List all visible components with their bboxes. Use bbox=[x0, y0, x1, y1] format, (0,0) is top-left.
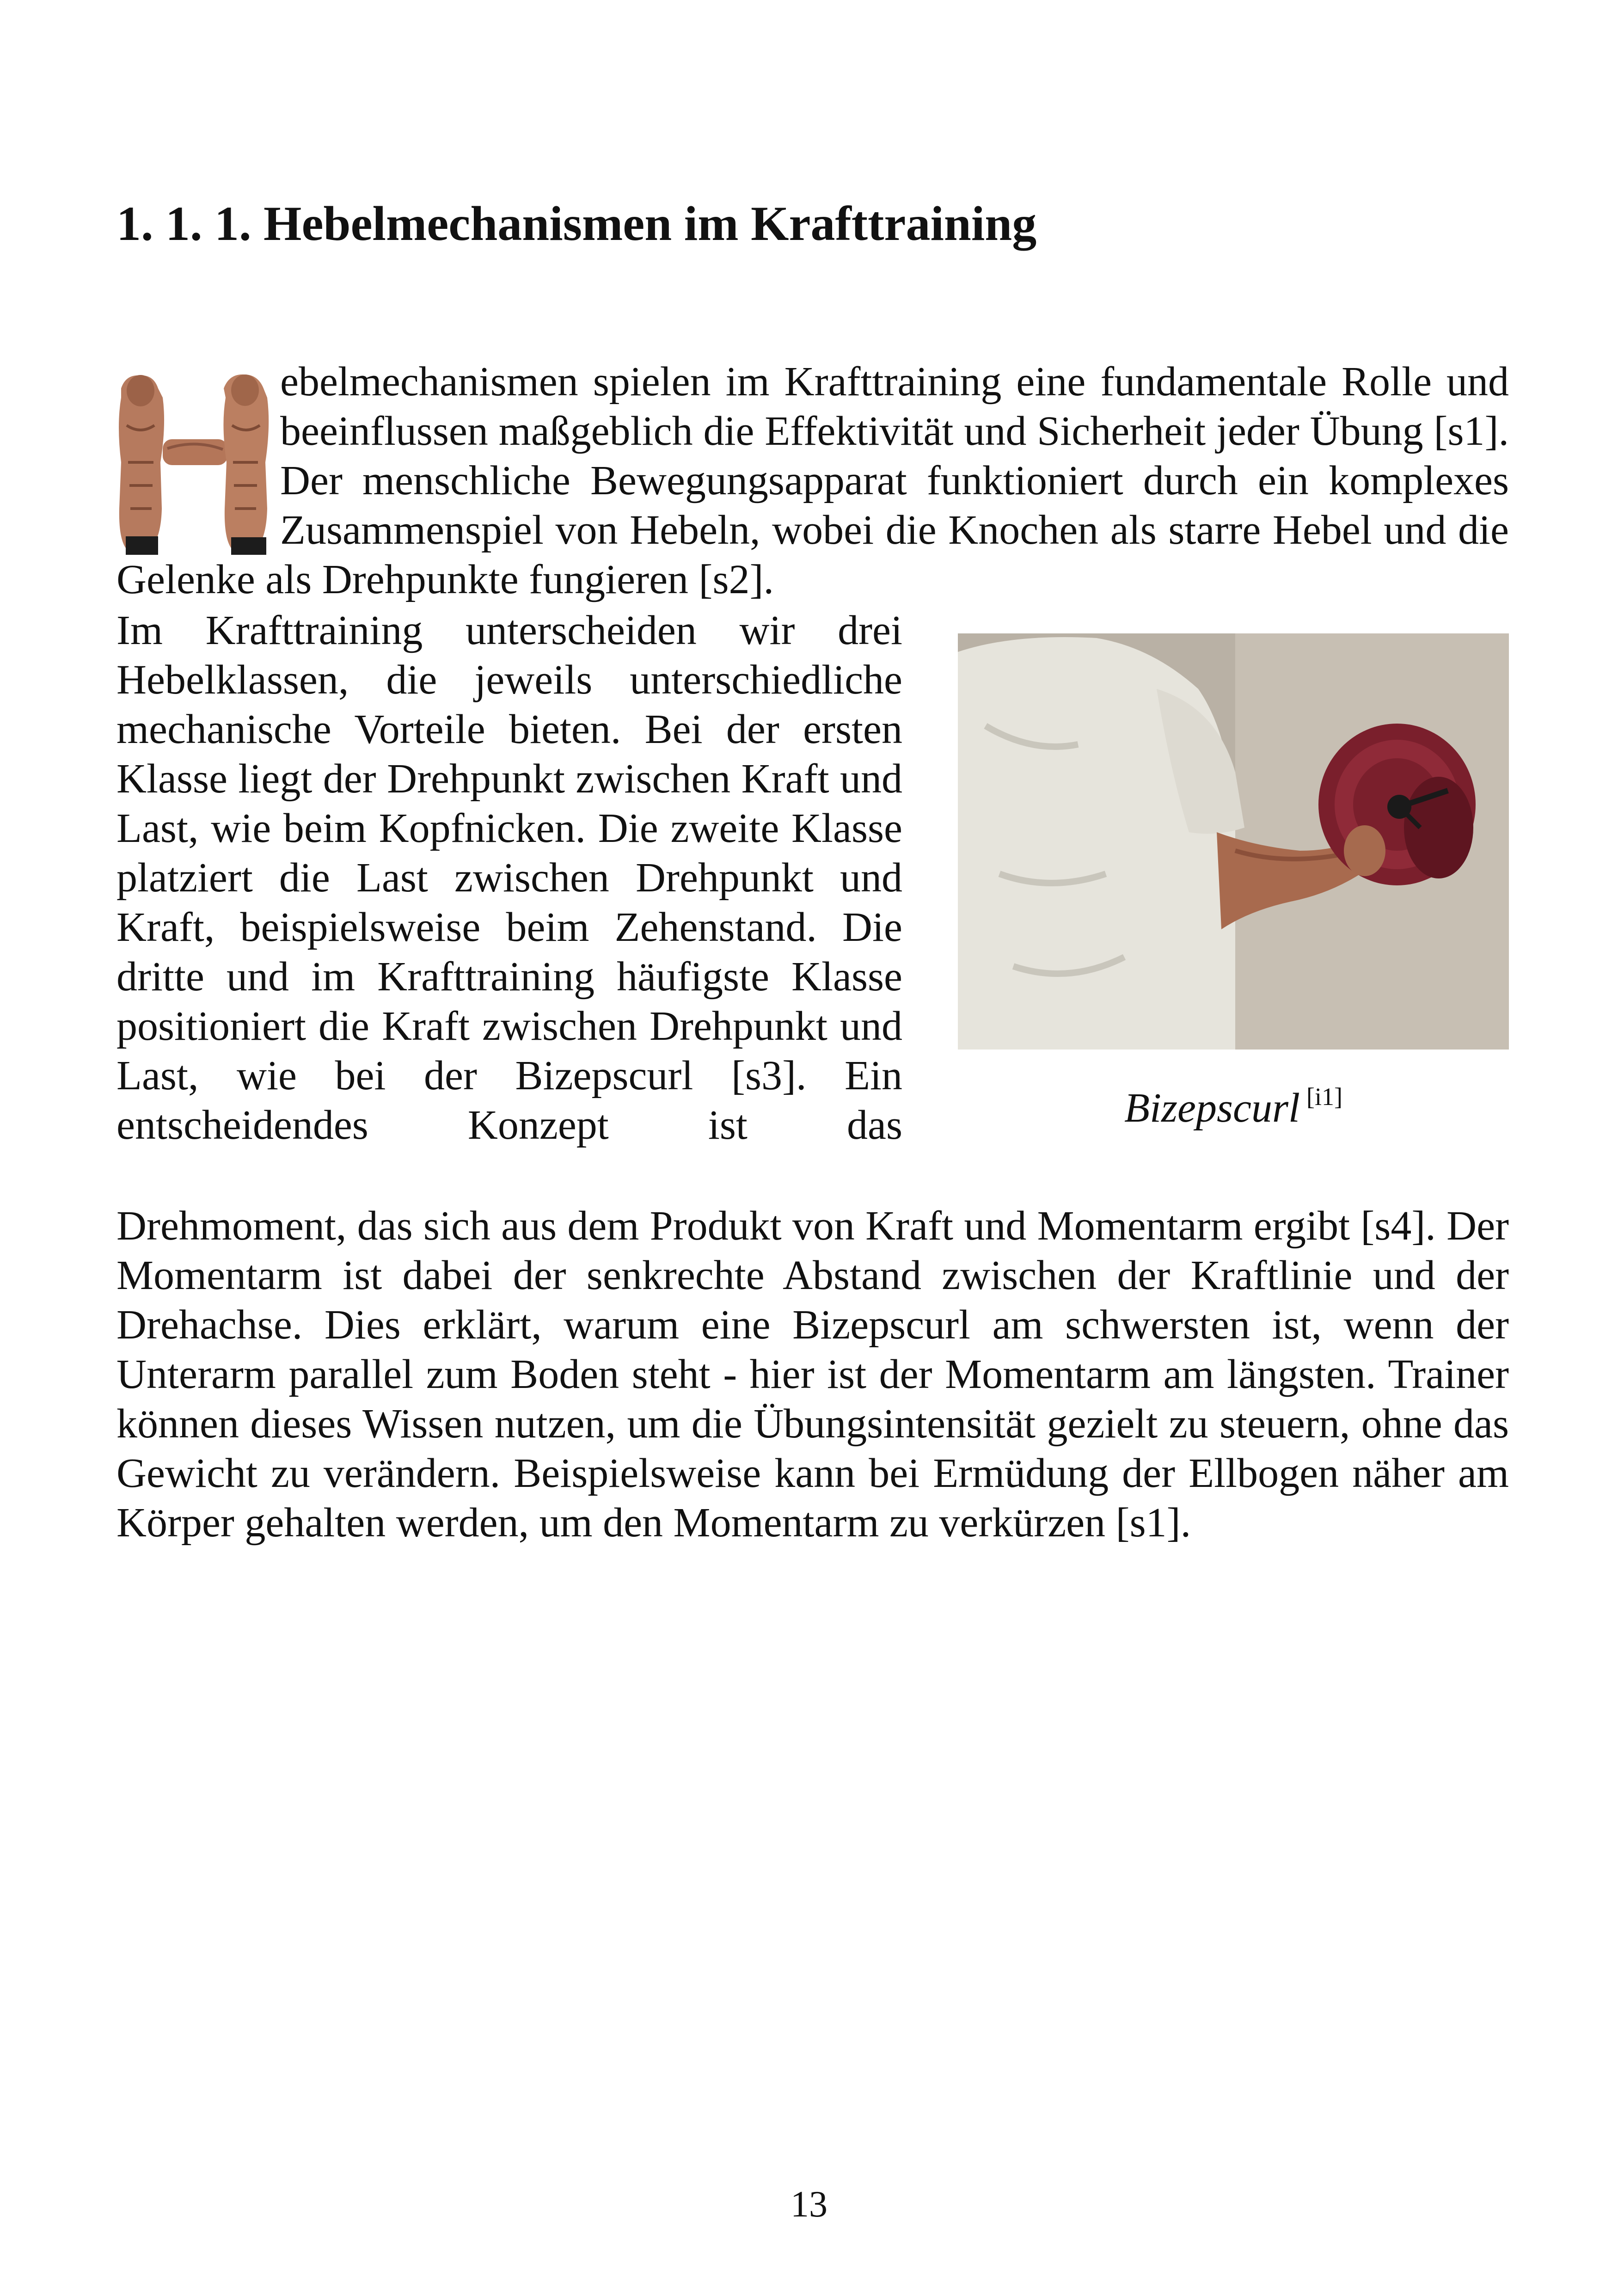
page-number: 13 bbox=[791, 2184, 827, 2225]
intro-paragraph: ebelmechanismen spielen im Krafttraining eine fundamentale Rolle und beeinflussen maßgeblich die Effektivität und Sicherheit jeder Übung [s1]. Der menschliche Bewegungsapparat funktioniert durch ein komplexes Zusammenspiel von Hebeln, wobei die Knochen als starre Hebel und die Gelenke als Drehpunkte fungieren [s2]. bbox=[116, 359, 1509, 602]
full-width-paragraph: Drehmoment, das sich aus dem Produkt von Kraft und Momentarm ergibt [s4]. Der Momentarm ist dabei der senkrechte Abstand zwischen der Kraftlinie und der Drehachse. Dies erklärt, warum eine Bizepscurl am schwersten ist, wenn der Unterarm parallel zum Boden steht - hier ist der Momentarm am längsten. Trainer können dieses Wissen nutzen, um die Übungsintensität gezielt zu steuern, ohne das Gewicht zu verändern. Beispielsweise kann bei Ermüdung der Ellbogen näher am Körper gehalten werden, um den Momentarm zu verkürzen [s1]. bbox=[116, 1203, 1509, 1546]
caption-text: Bizepscurl bbox=[1124, 1085, 1300, 1131]
picture-initial-h-image bbox=[116, 370, 271, 555]
column-paragraph: Im Krafttraining unterscheiden wir drei Hebelklassen, die jeweils unterschiedliche mechanische Vorteile bieten. Bei der ersten Klasse liegt der Drehpunkt zwischen Kraft und Last, wie beim Kopfnicken. Die zweite Klasse platziert die Last zwischen Drehpunkt und Kraft, beispielsweise beim Zehenstand. Die dritte und im Krafttraining häufigste Klasse positioniert die Kraft zwischen Drehpunkt und Last, wie bei der Bizepscurl [s3]. Ein entscheidendes Konzept ist das bbox=[116, 608, 902, 1148]
figure-caption bbox=[958, 1082, 1509, 1133]
intro-paragraph-block bbox=[116, 357, 1509, 604]
section-heading: 1. 1. 1. Hebelmechanismen im Krafttraining bbox=[116, 196, 1037, 251]
caption-reference: [i1] bbox=[1306, 1083, 1342, 1111]
bicep-curl-photo bbox=[958, 633, 1509, 1050]
